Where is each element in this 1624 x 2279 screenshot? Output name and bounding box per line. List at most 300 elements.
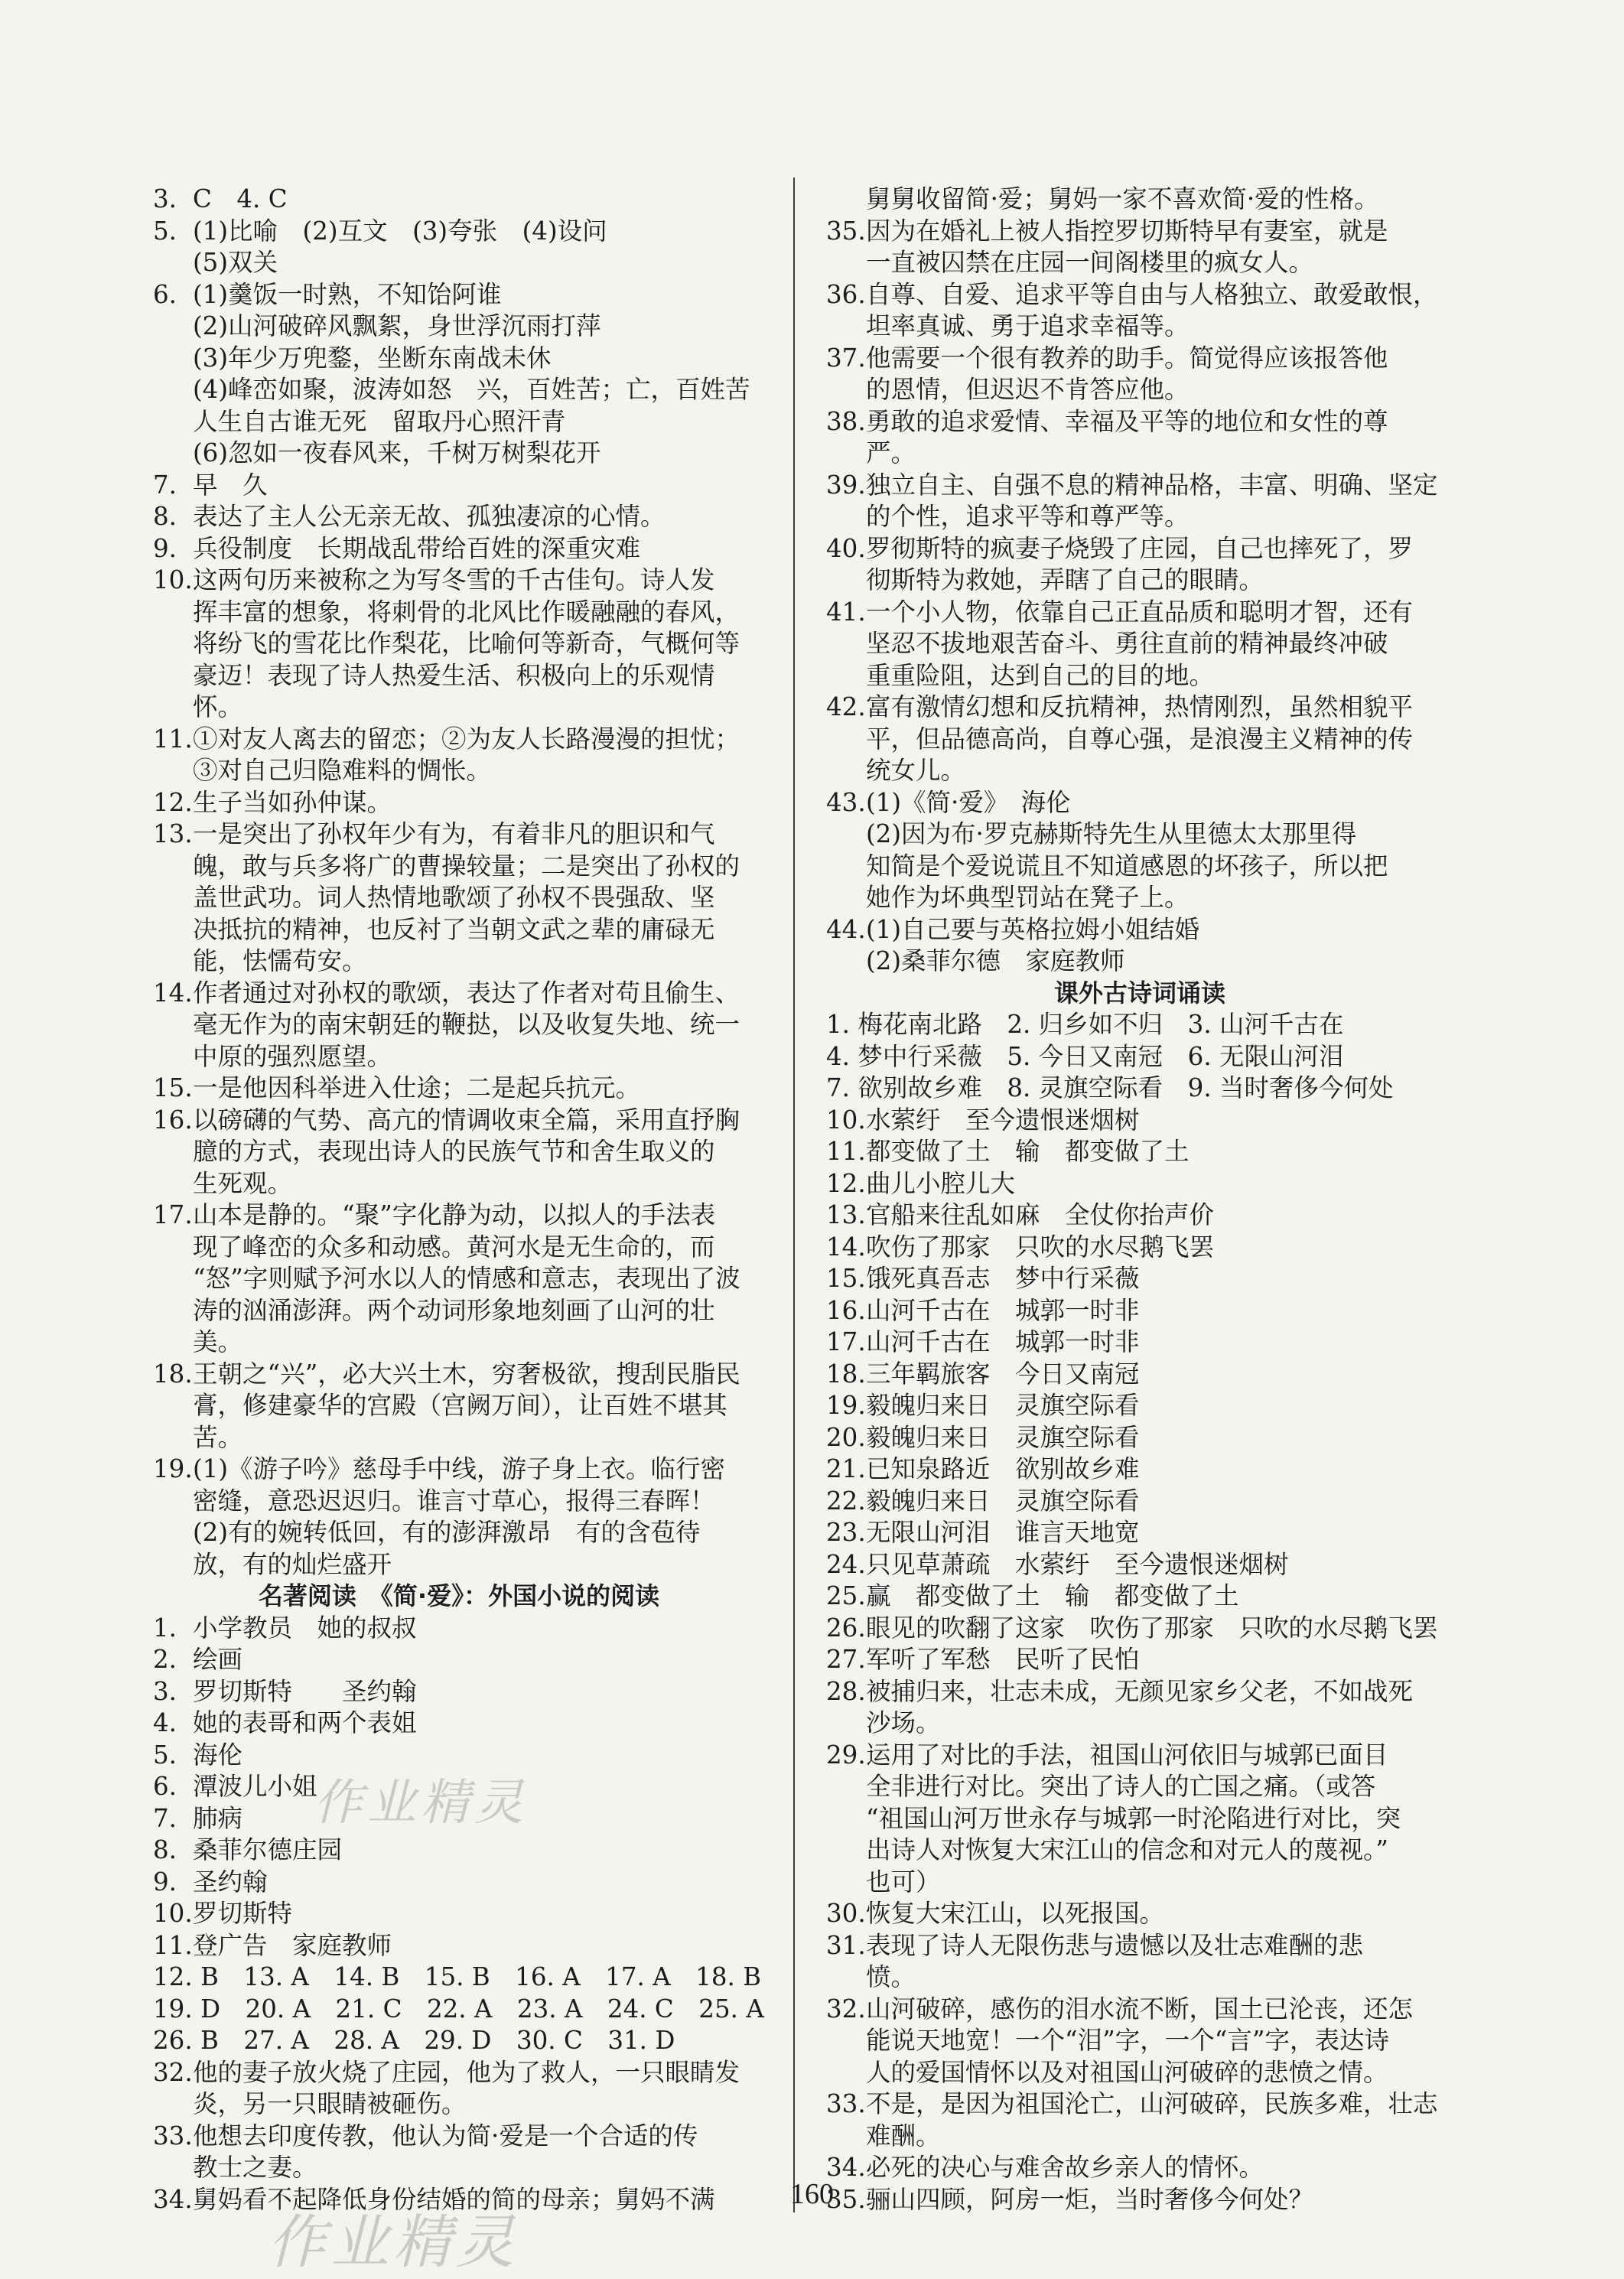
answer-item [826, 787, 1453, 914]
answer-line [153, 533, 765, 565]
answer-row: 7. 欲别故乡难 8. 灵旗空际看 9. 当时奢侈今何处 [826, 1073, 1394, 1102]
answer-line [826, 311, 1453, 343]
answer-text: 她作为坏典型罚站在凳子上。 [866, 883, 1190, 912]
answer-line [826, 2025, 1453, 2057]
answer-text: (1)自己要与英格拉姆小姐结婚 [866, 914, 1200, 944]
answer-text: 这两句历来被称之为写冬雪的千古佳句。诗人发 [193, 565, 715, 594]
answer-line [153, 755, 765, 787]
answer-item [826, 1930, 1453, 1994]
answer-text: 他的妻子放火烧了庄园，他为了救人，一只眼睛发 [193, 2057, 740, 2087]
answer-text: ①对友人离去的留恋；②为友人长路漫漫的担忧； [193, 724, 740, 754]
answer-line [153, 374, 765, 406]
answer-line [826, 882, 1453, 914]
answer-text: 将纷飞的雪花比作梨花，比喻何等新奇，气概何等 [193, 629, 740, 658]
answer-number: 10. [826, 1105, 866, 1135]
answer-line [153, 1041, 765, 1073]
answer-line [153, 2089, 765, 2121]
answer-item [826, 1454, 1453, 1486]
answer-item [153, 1359, 765, 1454]
answer-text: 中原的强烈愿望。 [193, 1041, 392, 1071]
answer-text: (1)羹饭一时熟，不知饴阿谁 [193, 279, 502, 309]
answer-row: 19. D 20. A 21. C 22. A 23. A 24. C 25. A [153, 1994, 764, 2023]
answer-text: 罗切斯特 圣约翰 [193, 1676, 417, 1706]
answer-number: 19. [153, 1454, 193, 1483]
answer-number: 35. [826, 2184, 866, 2214]
answer-text: (2)因为布·罗克赫斯特先生从里德太太那里得 [866, 819, 1357, 848]
answer-number: 14. [153, 978, 193, 1008]
answer-line [153, 946, 765, 978]
answer-number: 27. [826, 1645, 866, 1674]
answer-line [826, 1168, 1453, 1200]
answer-number: 8. [153, 1835, 177, 1864]
answer-item [826, 406, 1453, 470]
answer-text: 王朝之“兴”，必大兴土木，穷奢极欲，搜刮民脂民 [193, 1359, 740, 1389]
answer-item [153, 1200, 765, 1359]
answer-text: 能，怯懦苟安。 [193, 946, 367, 975]
answer-text: 的恩情，但迟迟不肯答应他。 [866, 375, 1190, 404]
answer-number: 42. [826, 692, 866, 721]
answer-item [153, 1613, 765, 1645]
answer-number: 22. [826, 1486, 866, 1516]
answer-line [153, 1390, 765, 1422]
answer-line [153, 311, 765, 343]
answer-text: 他需要一个很有教养的助手。简觉得应该报答他 [866, 343, 1388, 373]
answer-item [826, 1581, 1453, 1613]
answer-line [153, 1898, 765, 1930]
answer-line [153, 1073, 765, 1105]
answer-item [826, 1676, 1453, 1740]
answer-number: 3. [153, 1676, 177, 1706]
answer-line [826, 1803, 1453, 1835]
answer-line [826, 343, 1453, 375]
answer-text: 必死的决心与难舍故乡亲人的情怀。 [866, 2153, 1264, 2182]
answer-text: 他想去印度传教，他认为简·爱是一个合适的传 [193, 2121, 698, 2150]
answer-text: 不是，是因为祖国沦亡，山河破碎，民族多难，壮志 [866, 2089, 1438, 2118]
answer-line [153, 343, 765, 375]
answer-number: 37. [826, 343, 866, 373]
answer-text: 毅魄归来日 灵旗空际看 [866, 1486, 1140, 1516]
answer-text: 炎，另一只眼睛被砸伤。 [193, 2089, 467, 2118]
answer-text: 一是突出了孙权年少有为，有着非凡的胆识和气 [193, 819, 715, 848]
answer-number: 32. [826, 1994, 866, 2023]
answer-item [826, 1390, 1453, 1422]
answer-number: 28. [826, 1676, 866, 1706]
answer-line [826, 216, 1453, 248]
answer-number: 8. [153, 502, 177, 531]
answer-text: 难酬。 [866, 2121, 941, 2150]
answer-text: (2)桑菲尔德 家庭教师 [866, 946, 1125, 975]
answer-text: 毅魄归来日 灵旗空际看 [866, 1422, 1140, 1452]
answer-text: 全非进行对比。突出了诗人的亡国之痛。（或答 [866, 1772, 1376, 1801]
answer-number: 43. [826, 787, 866, 817]
answer-item [826, 533, 1453, 597]
answer-number: 16. [826, 1295, 866, 1325]
answer-line [826, 1232, 1453, 1264]
answer-item [153, 1867, 765, 1899]
answer-text: 兵役制度 长期战乱带给百姓的深重灾难 [193, 533, 641, 563]
answer-line [153, 1295, 765, 1327]
answer-text: 山本是静的。“聚”字化静为动，以拟人的手法表 [193, 1200, 716, 1229]
answer-number: 10. [153, 565, 193, 594]
answer-text: 都变做了土 输 都变做了土 [866, 1137, 1190, 1166]
answer-line [153, 565, 765, 597]
answer-text: 美。 [193, 1327, 243, 1356]
answer-text: 只见草萧疏 水萦纡 至今遗恨迷烟树 [866, 1549, 1289, 1579]
answer-text: 作者通过对孙权的歌颂，表达了作者对苟且偷生、 [193, 978, 740, 1008]
answer-text: (4)峰峦如聚，波涛如怒 兴，百姓苦；亡，百姓苦 [193, 375, 750, 404]
answer-text: 现了峰峦的众多和动感。黄河水是无生命的，而 [193, 1232, 715, 1262]
answer-line [826, 2121, 1453, 2153]
answer-number: 9. [153, 533, 177, 563]
answer-text: 军听了军愁 民听了民怕 [866, 1645, 1140, 1674]
answer-number: 9. [153, 1867, 177, 1896]
answer-line [826, 1422, 1453, 1454]
answer-text: 重重险阻，达到自己的目的地。 [866, 660, 1215, 690]
answer-text: 生死观。 [193, 1168, 293, 1198]
answer-number: 40. [826, 533, 866, 563]
answer-line [153, 1263, 765, 1295]
answer-item [826, 1232, 1453, 1264]
answer-number: 10. [153, 1899, 193, 1928]
answer-text: 豪迈！表现了诗人热爱生活、积极向上的乐观情 [193, 660, 715, 690]
answer-item [153, 501, 765, 533]
answer-item [826, 1740, 1453, 1899]
answer-number: 38. [826, 406, 866, 436]
answer-number: 15. [826, 1264, 866, 1293]
answer-line [826, 533, 1453, 565]
answer-number: 21. [826, 1454, 866, 1483]
answer-item [826, 1200, 1453, 1232]
answer-item [826, 1994, 1453, 2089]
answer-item [153, 533, 765, 565]
answer-text: 的个性，追求平等和尊严等。 [866, 502, 1190, 531]
answer-line [826, 1454, 1453, 1486]
answer-item [826, 1295, 1453, 1327]
answer-number: 33. [826, 2089, 866, 2118]
answer-item [826, 1327, 1453, 1359]
answer-line [153, 1359, 765, 1391]
answer-line [826, 2057, 1453, 2089]
answer-line [153, 1676, 765, 1708]
answer-line [153, 1486, 765, 1518]
answer-line [153, 1930, 765, 1962]
answer-text: 登广告 家庭教师 [193, 1930, 392, 1960]
answer-line [153, 978, 765, 1010]
answer-number: 5. [153, 1740, 177, 1769]
answer-text: 绘画 [193, 1645, 243, 1674]
answer-text: 圣约翰 [193, 1867, 268, 1896]
answer-row: 4. 梦中行采薇 5. 今日又南冠 6. 无限山河泪 [826, 1041, 1344, 1071]
answer-line [826, 1676, 1453, 1708]
answer-text: 人的爱国情怀以及对祖国山河破碎的悲愤之情。 [866, 2057, 1388, 2087]
answer-text: (1)比喻 (2)互文 (3)夸张 (4)设问 [193, 216, 607, 246]
answer-line [826, 1105, 1453, 1137]
answer-number: 41. [826, 597, 866, 627]
answer-number: 30. [826, 1899, 866, 1928]
answer-number: 16. [153, 1105, 193, 1135]
answer-text: 富有激情幻想和反抗精神，热情刚烈，虽然相貌平 [866, 692, 1414, 721]
answer-number: 6. [153, 279, 177, 309]
answer-line [153, 1168, 765, 1200]
answer-line [153, 1327, 765, 1359]
section-heading: 名著阅读 《简·爱》：外国小说的阅读 [258, 1581, 660, 1610]
answer-line [153, 851, 765, 883]
answer-line [826, 1867, 1453, 1899]
answer-row: 1. 梅花南北路 2. 归乡如不归 3. 山河千古在 [826, 1010, 1344, 1039]
answer-text: 平，但品德高尚，自尊心强，是浪漫主义精神的传 [866, 724, 1414, 754]
answer-line [826, 692, 1453, 724]
answer-line [153, 1644, 765, 1676]
answer-text: (6)忽如一夜春风来，千树万树梨花开 [193, 438, 601, 467]
answer-text: 苦。 [193, 1422, 243, 1452]
answer-number: 34. [153, 2184, 193, 2214]
answer-line [153, 1835, 765, 1867]
answer-text: 表达了主人公无亲无故、孤独凄凉的心情。 [193, 502, 666, 531]
answer-text: 沙场。 [866, 1708, 941, 1737]
answer-number: 7. [153, 470, 177, 500]
answer-number: 24. [826, 1549, 866, 1579]
answer-line [153, 2121, 765, 2153]
answer-line [153, 1232, 765, 1264]
answer-text: 密缝，意恐迟迟归。谁言寸草心，报得三春晖！ [193, 1486, 715, 1516]
answer-line [153, 1867, 765, 1899]
answer-line [153, 724, 765, 756]
answer-number: 26. [826, 1613, 866, 1643]
answer-text: 挥丰富的想象，将刺骨的北风比作暖融融的春风， [193, 597, 740, 627]
answer-text: 坦率真诚、勇于追求幸福等。 [866, 311, 1190, 340]
answer-text: 涛的汹涌澎湃。两个动词形象地刻画了山河的壮 [193, 1295, 715, 1325]
answer-line [826, 1644, 1453, 1676]
answer-text: 眼见的吹翻了这家 吹伤了那家 只吹的水尽鹅飞罢 [866, 1613, 1438, 1643]
answer-text: 罗切斯特 [193, 1899, 293, 1928]
answer-item [826, 1486, 1453, 1518]
answer-item [826, 1549, 1453, 1581]
answer-item [826, 1613, 1453, 1645]
answer-text: 肺病 [193, 1803, 243, 1833]
answer-text: (2)山河破碎风飘絮，身世浮沉雨打萍 [193, 311, 601, 340]
answer-text: 山河破碎，感伤的泪水流不断，国土已沦丧，还怎 [866, 1994, 1414, 2023]
answer-line [826, 1740, 1453, 1772]
answer-line [153, 1454, 765, 1486]
answer-text: 彻斯特为救她，弄瞎了自己的眼睛。 [866, 565, 1264, 594]
answer-text: 臆的方式，表现出诗人的民族气节和舍生取义的 [193, 1137, 715, 1166]
answer-text: “怒”字则赋予河水以人的情感和意志，表现出了波 [193, 1264, 740, 1293]
answer-item [153, 184, 765, 216]
answer-number: 36. [826, 279, 866, 309]
answer-text: 早 久 [193, 470, 268, 500]
answer-line [826, 755, 1453, 787]
answer-text: C 4. C [193, 184, 288, 213]
answer-line [153, 216, 765, 248]
answer-number: 3. [153, 184, 177, 213]
answer-item [153, 1454, 765, 1581]
answer-item [153, 1835, 765, 1867]
answer-text: 赢 都变做了土 输 都变做了土 [866, 1581, 1239, 1610]
answer-text: 毅魄归来日 灵旗空际看 [866, 1391, 1140, 1420]
answer-text: 山河千古在 城郭一时非 [866, 1295, 1140, 1325]
answer-line [826, 724, 1453, 756]
answer-item [826, 597, 1453, 692]
answer-line [826, 438, 1453, 470]
answer-number: 29. [826, 1740, 866, 1769]
answer-number: 13. [826, 1200, 866, 1229]
answer-line [153, 1009, 765, 1041]
answer-item [826, 692, 1453, 787]
answer-text: 她的表哥和两个表姐 [193, 1708, 417, 1737]
answer-line [826, 914, 1453, 946]
answer-line [826, 1613, 1453, 1645]
answer-number: 20. [826, 1422, 866, 1452]
answer-number: 12. [826, 1168, 866, 1198]
answer-row: 12. B 13. A 14. B 15. B 16. A 17. A 18. B [153, 1962, 762, 1991]
answer-text: 怀。 [193, 692, 243, 721]
answer-item [826, 1168, 1453, 1200]
answer-text: 桑菲尔德庄园 [193, 1835, 343, 1864]
answer-item [153, 819, 765, 978]
answer-text: 教士之妻。 [193, 2153, 317, 2182]
answer-text: (2)有的婉转低回，有的澎湃激昂 有的含苞待 [193, 1518, 701, 1547]
answer-text: 魄，敢与兵多将广的曹操较量；二是突出了孙权的 [193, 851, 740, 881]
answer-line [826, 1136, 1453, 1168]
answer-text: 吹伤了那家 只吹的水尽鹅飞罢 [866, 1232, 1215, 1262]
answer-line [826, 279, 1453, 311]
answer-line [153, 470, 765, 502]
answer-item [153, 1073, 765, 1105]
right-column [826, 184, 1453, 2216]
answer-line [826, 1200, 1453, 1232]
answer-item [826, 470, 1453, 533]
answer-item [826, 1263, 1453, 1295]
answer-line [826, 660, 1453, 692]
answer-text: 独立自主、自强不息的精神品格，丰富、明确、坚定 [866, 470, 1438, 500]
answer-text: (5)双关 [193, 248, 278, 277]
answer-text: 因为在婚礼上被人指控罗切斯特早有妻室，就是 [866, 216, 1388, 246]
answer-line [826, 247, 1453, 279]
watermark: 作业精灵 [314, 1775, 528, 1831]
answer-line [826, 1581, 1453, 1613]
answer-line [826, 1771, 1453, 1803]
answer-item [826, 1517, 1453, 1549]
answer-line [826, 787, 1453, 819]
answer-text: 勇敢的追求爱情、幸福及平等的地位和女性的尊 [866, 406, 1388, 436]
answer-line [826, 851, 1453, 883]
answer-line [153, 1136, 765, 1168]
answer-text: 能说天地宽！一个“泪”字，一个“言”字，表达诗 [866, 2026, 1389, 2055]
answer-line [153, 438, 765, 470]
left-column [153, 184, 765, 2216]
answer-line [826, 1930, 1453, 1962]
answer-number: 23. [826, 1518, 866, 1547]
answer-text: 自尊、自爱、追求平等自由与人格独立、敢爱敢恨， [866, 279, 1438, 309]
answer-text: 官船来往乱如麻 全仗你抬声价 [866, 1200, 1215, 1229]
answer-number: 6. [153, 1772, 177, 1801]
answer-text: 知简是个爱说谎且不知道感恩的坏孩子，所以把 [866, 851, 1388, 881]
answer-item [153, 787, 765, 819]
answer-item [153, 279, 765, 470]
answer-text: 一个小人物，依靠自己正直品质和聪明才智，还有 [866, 597, 1414, 627]
answer-line [826, 1517, 1453, 1549]
answer-line [826, 628, 1453, 660]
answer-line [826, 1327, 1453, 1359]
answer-text: 水萦纡 至今遗恨迷烟树 [866, 1105, 1140, 1135]
answer-text: 恢复大宋江山，以死报国。 [866, 1899, 1165, 1928]
answer-number: 19. [826, 1391, 866, 1420]
answer-text: 一是他因科举进入仕途；二是起兵抗元。 [193, 1073, 641, 1102]
answer-text: 膏，修建豪华的宫殿（宫阙万间），让百姓不堪其 [193, 1391, 727, 1420]
answer-text: 生子当如孙仲谋。 [193, 787, 392, 817]
answer-item [153, 1898, 765, 1930]
answer-line [826, 1549, 1453, 1581]
answer-line [153, 660, 765, 692]
answer-item [826, 1136, 1453, 1168]
answer-row: 26. B 27. A 28. A 29. D 30. C 31. D [153, 2026, 675, 2055]
answer-continuation: 舅舅收留简·爱；舅妈一家不喜欢简·爱的性格。 [866, 184, 1379, 213]
answer-text: 统女儿。 [866, 756, 966, 785]
answer-line [153, 1708, 765, 1740]
answer-line [153, 279, 765, 311]
answer-number: 32. [153, 2057, 193, 2087]
answer-item [826, 1644, 1453, 1676]
answer-line [826, 1994, 1453, 2026]
answer-number: 44. [826, 914, 866, 944]
answer-line [826, 1486, 1453, 1518]
answer-item [826, 1105, 1453, 1137]
answer-item [153, 1105, 765, 1200]
answer-line [153, 914, 765, 946]
answer-line [826, 1390, 1453, 1422]
answer-line [826, 565, 1453, 597]
answer-number: 35. [826, 216, 866, 246]
answer-line [826, 1898, 1453, 1930]
answer-number: 5. [153, 216, 177, 246]
answer-line [153, 1517, 765, 1549]
answer-number: 4. [153, 1708, 177, 1737]
answer-number: 17. [153, 1200, 193, 1229]
answer-number: 1. [153, 1613, 177, 1643]
answer-line [153, 1200, 765, 1232]
answer-item [153, 724, 765, 787]
answer-text: 决抵抗的精神，也反衬了当朝文武之辈的庸碌无 [193, 914, 715, 944]
answer-number: 18. [153, 1359, 193, 1389]
answer-line [153, 184, 765, 216]
answer-text: 三年羁旅客 今日又南冠 [866, 1359, 1140, 1389]
answer-line [153, 628, 765, 660]
answer-item [153, 1708, 765, 1740]
answer-number: 25. [826, 1581, 866, 1610]
answer-item [153, 1644, 765, 1676]
section-heading: 课外古诗词诵读 [1053, 978, 1225, 1008]
answer-line [826, 819, 1453, 851]
answer-number: 7. [153, 1803, 177, 1833]
answer-text: 被捕归来，壮志未成，无颜见家乡父老，不如战死 [866, 1676, 1414, 1706]
answer-text: “祖国山河万世永存与城郭一时沦陷进行对比，突 [866, 1803, 1401, 1833]
answer-text: 表现了诗人无限伤悲与遗憾以及壮志难酬的悲 [866, 1930, 1364, 1960]
answer-line [826, 1708, 1453, 1740]
answer-item [153, 1930, 765, 1962]
answer-text: 一直被囚禁在庄园一间阁楼里的疯女人。 [866, 248, 1314, 277]
answer-text: (3)年少万兜鍪，坐断东南战未休 [193, 343, 552, 373]
answer-number: 15. [153, 1073, 193, 1102]
answer-line [826, 597, 1453, 629]
answer-line [153, 247, 765, 279]
answer-line [826, 1359, 1453, 1391]
answer-line [826, 374, 1453, 406]
answer-item [826, 1898, 1453, 1930]
answer-line [826, 501, 1453, 533]
answer-text: 无限山河泪 谁言天地宽 [866, 1518, 1140, 1547]
answer-number: 2. [153, 1645, 177, 1674]
answer-line [826, 470, 1453, 502]
